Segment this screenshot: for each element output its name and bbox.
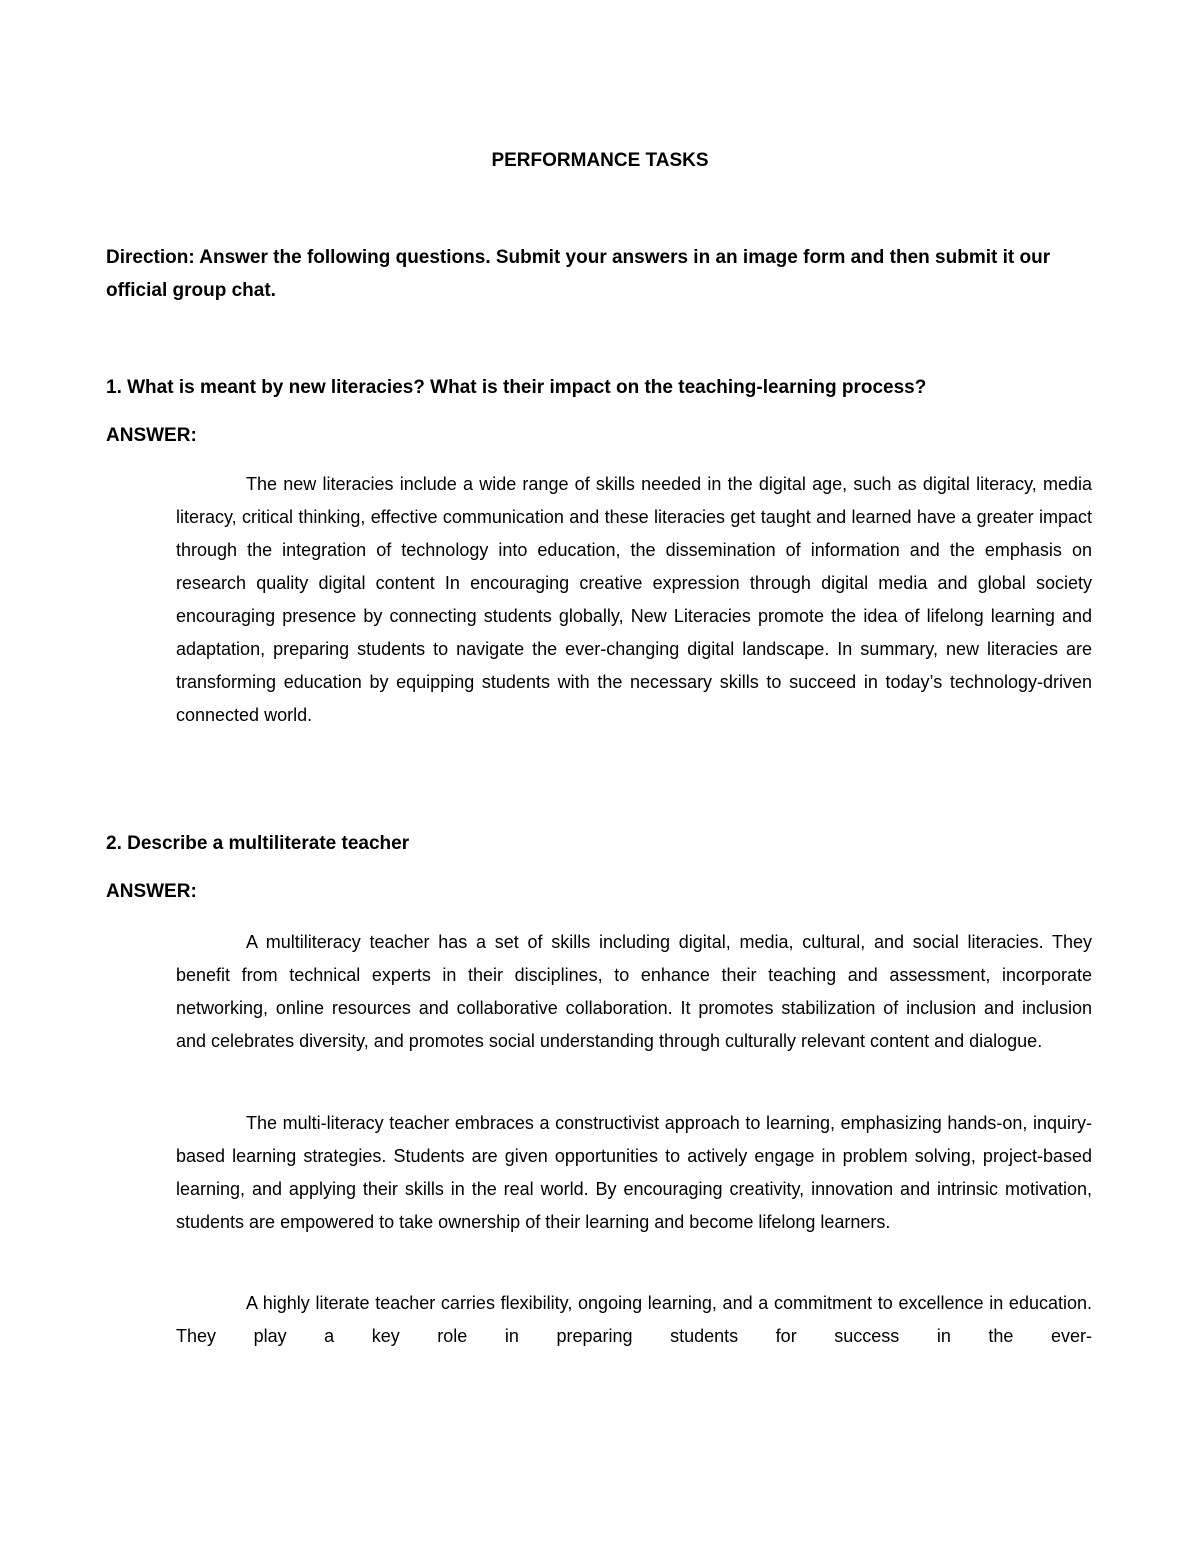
question-1-answer-paragraph-1: The new literacies include a wide range of skills needed in the digital age, such as digital literacy, media literacy, critical thinking, effective communication and these literacies get taught and learned have a greater impact through the integration of technology into education, the dissemination of information and the emphasis on research quality digital content In encouraging creative expression through digital media and global society encouraging presence by connecting students globally, New Literacies promote the idea of lifelong learning and adaptation, preparing students to navigate the ever-changing digital landscape. In summary, new literacies are transforming education by equipping students with the necessary skills to succeed in today’s technology-driven connected world. [176, 474, 1092, 725]
question-1-answer-label: ANSWER: [106, 425, 197, 446]
question-2-answer-paragraph-1: A multiliteracy teacher has a set of skills including digital, media, cultural, and social literacies. They benefit from technical experts in their disciplines, to enhance their teaching and assessment, incorporate networking, online resources and collaborative collaboration. It promotes stabilization of inclusion and inclusion and celebrates diversity, and promotes social understanding through culturally relevant content and dialogue. [176, 932, 1092, 1051]
direction-text: Direction: Answer the following questions. Submit your answers in an image form and then submit it our official group chat. [106, 247, 1051, 301]
question-1-title: 1. What is meant by new literacies? What is their impact on the teaching-learning process? [106, 377, 927, 398]
question-2-answer-label: ANSWER: [106, 881, 197, 902]
question-2-answer-paragraph-3: A highly literate teacher carries flexibility, ongoing learning, and a commitment to excellence in education. They play a key role in preparing students for success in the ever- [176, 1293, 1092, 1346]
question-2-title: 2. Describe a multiliterate teacher [106, 833, 410, 854]
question-2-answer-paragraph-2: The multi-literacy teacher embraces a constructivist approach to learning, emphasizing hands-on, inquiry-based learning strategies. Students are given opportunities to actively engage in problem solving, project-based learning, and applying their skills in the real world. By encouraging creativity, innovation and intrinsic motivation, students are empowered to take ownership of their learning and become lifelong learners. [176, 1113, 1092, 1232]
page-title: PERFORMANCE TASKS [491, 150, 709, 171]
